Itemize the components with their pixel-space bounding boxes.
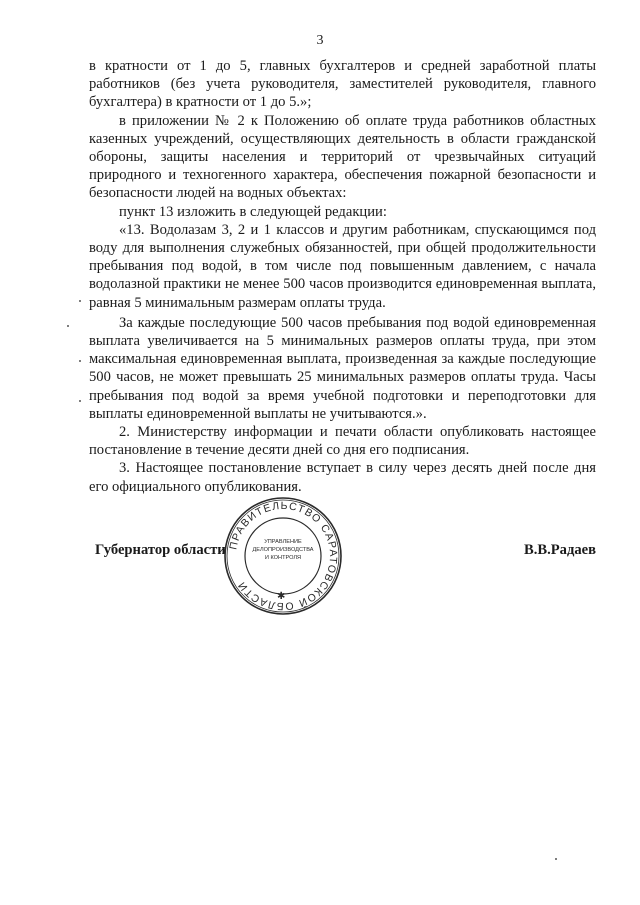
seal-line-3: И КОНТРОЛЯ [264,555,302,561]
paragraph-clause-2: 2. Министерству информации и печати области опубликовать настоящее постановление в течение десяти дней со дня его подписания. [89,424,596,459]
seal-line-1: УПРАВЛЕНИЕ [264,539,302,545]
seal-line-2: ДЕЛОПРОИЗВОДСТВА [252,547,314,553]
official-seal [222,495,344,617]
seal-star-icon: ✱ [277,591,286,602]
paragraph-item-13-text: «13. Водолазам 3, 2 и 1 классов и другим работникам, спускающимся под воду для выполнения служебных обязанностей, при общей продолжительности пребывания под водой, в том числе под повышенным давлением, с начала водолазной практики не менее 500 часов производится единовременная выплата, равная 5 минимальным размерам оплаты труда. [89,221,596,311]
signatory-name: В.В.Радаев [523,542,596,558]
scan-mark [555,858,557,860]
paragraph-clause-3: 3. Настоящее постановление вступает в силу через десять дней после дня его официального опубликования. [89,460,596,495]
seal-inner-text [249,538,317,562]
scan-mark [79,300,81,302]
scan-mark [79,360,81,362]
page-number: 3 [316,33,324,48]
paragraph-item-13-intro: пункт 13 изложить в следующей редакции: [119,203,387,220]
paragraph-appendix-2: в приложении № 2 к Положению об оплате труда работников областных казенных учреждений, осуществляющих деятельность в области гражданской обороны, защиты населения и территорий от чрезвычайных ситуаций природного и техногенного характера, обеспечения пожарной безопасности и безопасности людей на водных объектах: [89,112,596,202]
scan-mark [79,400,81,402]
paragraph-continuation: в кратности от 1 до 5, главных бухгалтеров и средней заработной платы работников (без учета руководителя, заместителей руководителя, главного бухгалтера) в кратности от 1 до 5.»; [89,58,596,111]
seal-ring-text: ПРАВИТЕЛЬСТВО САРАТОВСКОЙ ОБЛАСТИ [227,499,340,613]
document-body [89,57,596,496]
paragraph-additional-hours: За каждые последующие 500 часов пребывания под водой единовременная выплата увеличивается на 5 минимальных размеров оплаты труда, при этом максимальная единовременная выплата, произведенная за каждые последующие 500 часов, не может превышать 25 минимальных размеров оплаты труда. Часы пребывания под водой за время учебной подготовки и переподготовки для выплаты единовременной выплаты не учитываются.». [89,314,596,422]
signatory-title: Губернатор области [95,542,226,558]
scan-mark [67,325,69,327]
